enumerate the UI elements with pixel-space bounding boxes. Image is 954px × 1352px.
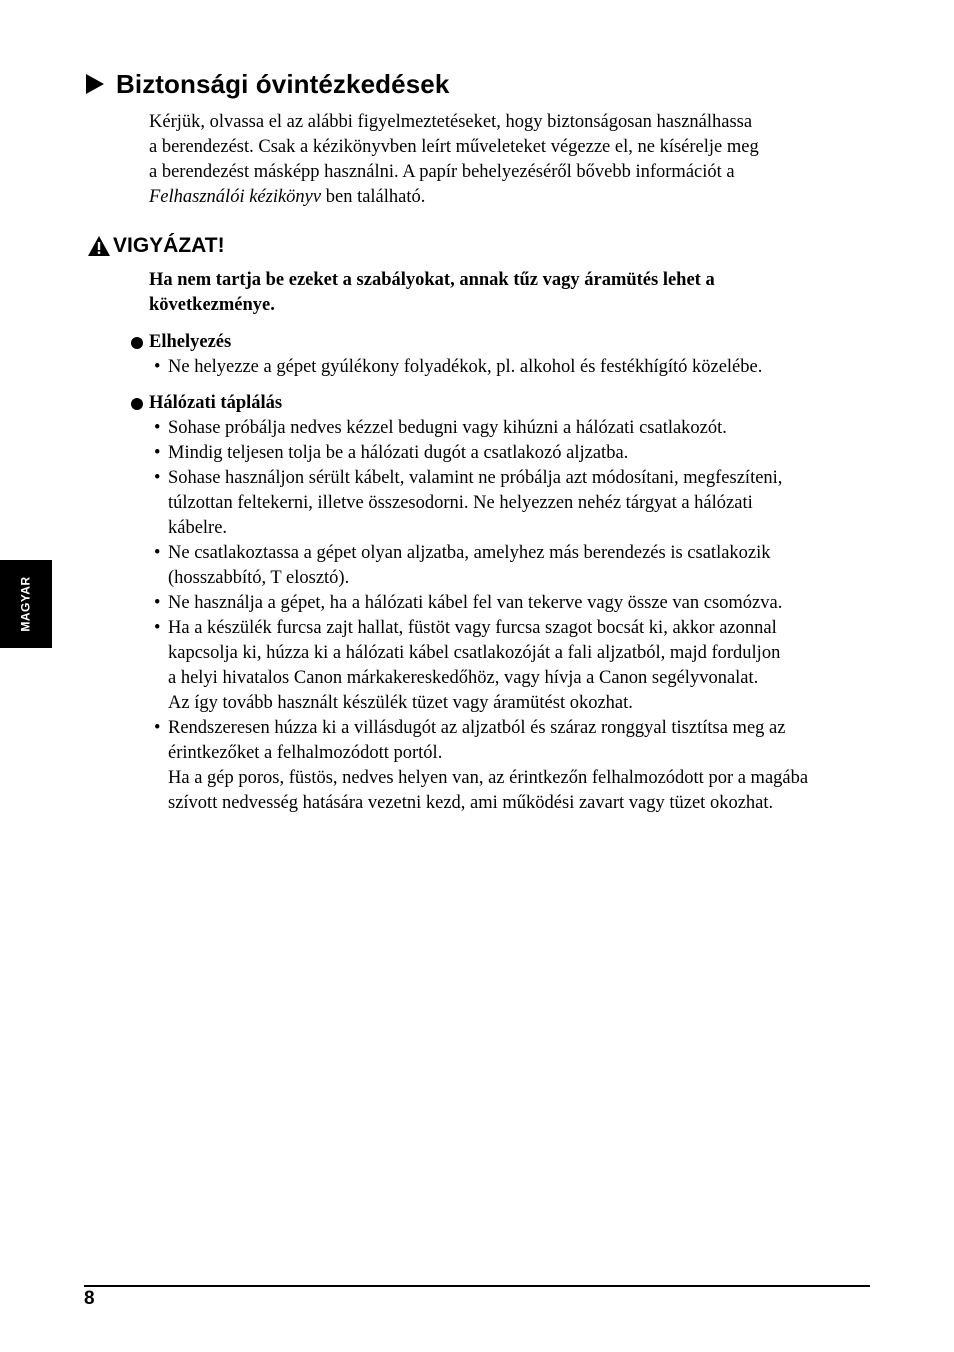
triangle-arrow-icon [86,74,104,94]
page-number: 8 [84,1288,95,1309]
warning-heading [87,232,225,260]
page-title: Biztonsági óvintézkedések [116,68,450,99]
list-item-line: • Ha a készülék furcsa zajt hallat, füstöt vagy furcsa szagot bocsát ki, akkor azonnal [168,618,777,638]
list-item [154,716,871,816]
warning-title: VIGYÁZAT! [113,234,225,257]
language-tab [0,560,52,648]
list-item [154,616,871,716]
bullet-dot-icon [131,337,143,349]
list-item-line: • Rendszeresen húzza ki a villásdugót az aljzatból és száraz ronggyal tisztítsa meg az [168,718,786,738]
intro-line: a berendezést másképp használni. A papír behelyezéséről bővebb információt a [149,162,735,182]
section-title-text: Hálózati táplálás [149,393,283,413]
section-list [131,355,871,380]
list-item-line: kapcsolja ki, húzza ki a hálózati kábel csatlakozóját a fali aljzatból, majd forduljon [168,643,781,663]
list-item-line: • Ne csatlakoztassa a gépet olyan aljzatba, amelyhez más berendezés is csatlakozik [168,543,771,563]
section-title-text: Elhelyezés [149,332,232,352]
manual-suffix: ben található. [321,187,426,207]
list-item-line: a helyi hivatalos Canon márkakereskedőhöz, vagy hívja a Canon segélyvonalat. [168,668,759,688]
section-list [131,416,871,816]
list-item [154,355,871,380]
bullet-dot-icon [131,398,143,410]
intro-paragraph [149,110,849,210]
manual-title: Felhasználói kézikönyv [149,187,322,207]
list-item-line: kábelre. [168,518,228,538]
list-item [154,416,871,441]
warning-intro [149,268,849,318]
list-item-line: érintkezőket a felhalmozódott portól. [168,743,443,763]
list-item-line: • Ne helyezze a gépet gyúlékony folyadékok, pl. alkohol és festékhígító közelébe. [168,357,763,377]
warning-intro-line: következménye. [149,295,275,315]
footer-divider [84,1285,870,1287]
list-item-line: • Sohase próbálja nedves kézzel bedugni vagy kihúzni a hálózati csatlakozót. [168,418,727,438]
warning-triangle-icon [87,235,111,257]
list-item-line: • Sohase használjon sérült kábelt, valamint ne próbálja azt módosítani, megfeszíteni, [168,468,783,488]
list-item-line: (hosszabbító, T elosztó). [168,568,350,588]
list-item-line: • Mindig teljesen tolja be a hálózati dugót a csatlakozó aljzatba. [168,443,629,463]
list-item [154,541,871,591]
language-tab-label: MAGYAR [19,576,34,632]
section-placement [131,330,871,380]
section-heading [86,66,449,102]
section-power-supply [131,391,871,816]
list-item-line: Az így tovább használt készülék tüzet vagy áramütést okozhat. [168,693,633,713]
list-item-line: szívott nedvesség hatására vezetni kezd, ami működési zavart vagy tüzet okozhat. [168,793,774,813]
section-title [131,330,871,355]
warning-intro-line: Ha nem tartja be ezeket a szabályokat, annak tűz vagy áramütés lehet a [149,270,715,290]
list-item-line: túlzottan feltekerni, illetve összesodorni. Ne helyezzen nehéz tárgyat a hálózati [168,493,753,513]
list-item [154,466,871,541]
list-item-line: Ha a gép poros, füstös, nedves helyen van, az érintkezőn felhalmozódott por a magába [168,768,809,788]
intro-line: Kérjük, olvassa el az alábbi figyelmeztetéseket, hogy biztonságosan használhassa [149,112,753,132]
intro-line: a berendezést. Csak a kézikönyvben leírt műveleteket végezze el, ne kísérelje meg [149,137,759,157]
section-title [131,391,871,416]
list-item-line: • Ne használja a gépet, ha a hálózati kábel fel van tekerve vagy össze van csomózva. [168,593,783,613]
list-item [154,441,871,466]
list-item [154,591,871,616]
